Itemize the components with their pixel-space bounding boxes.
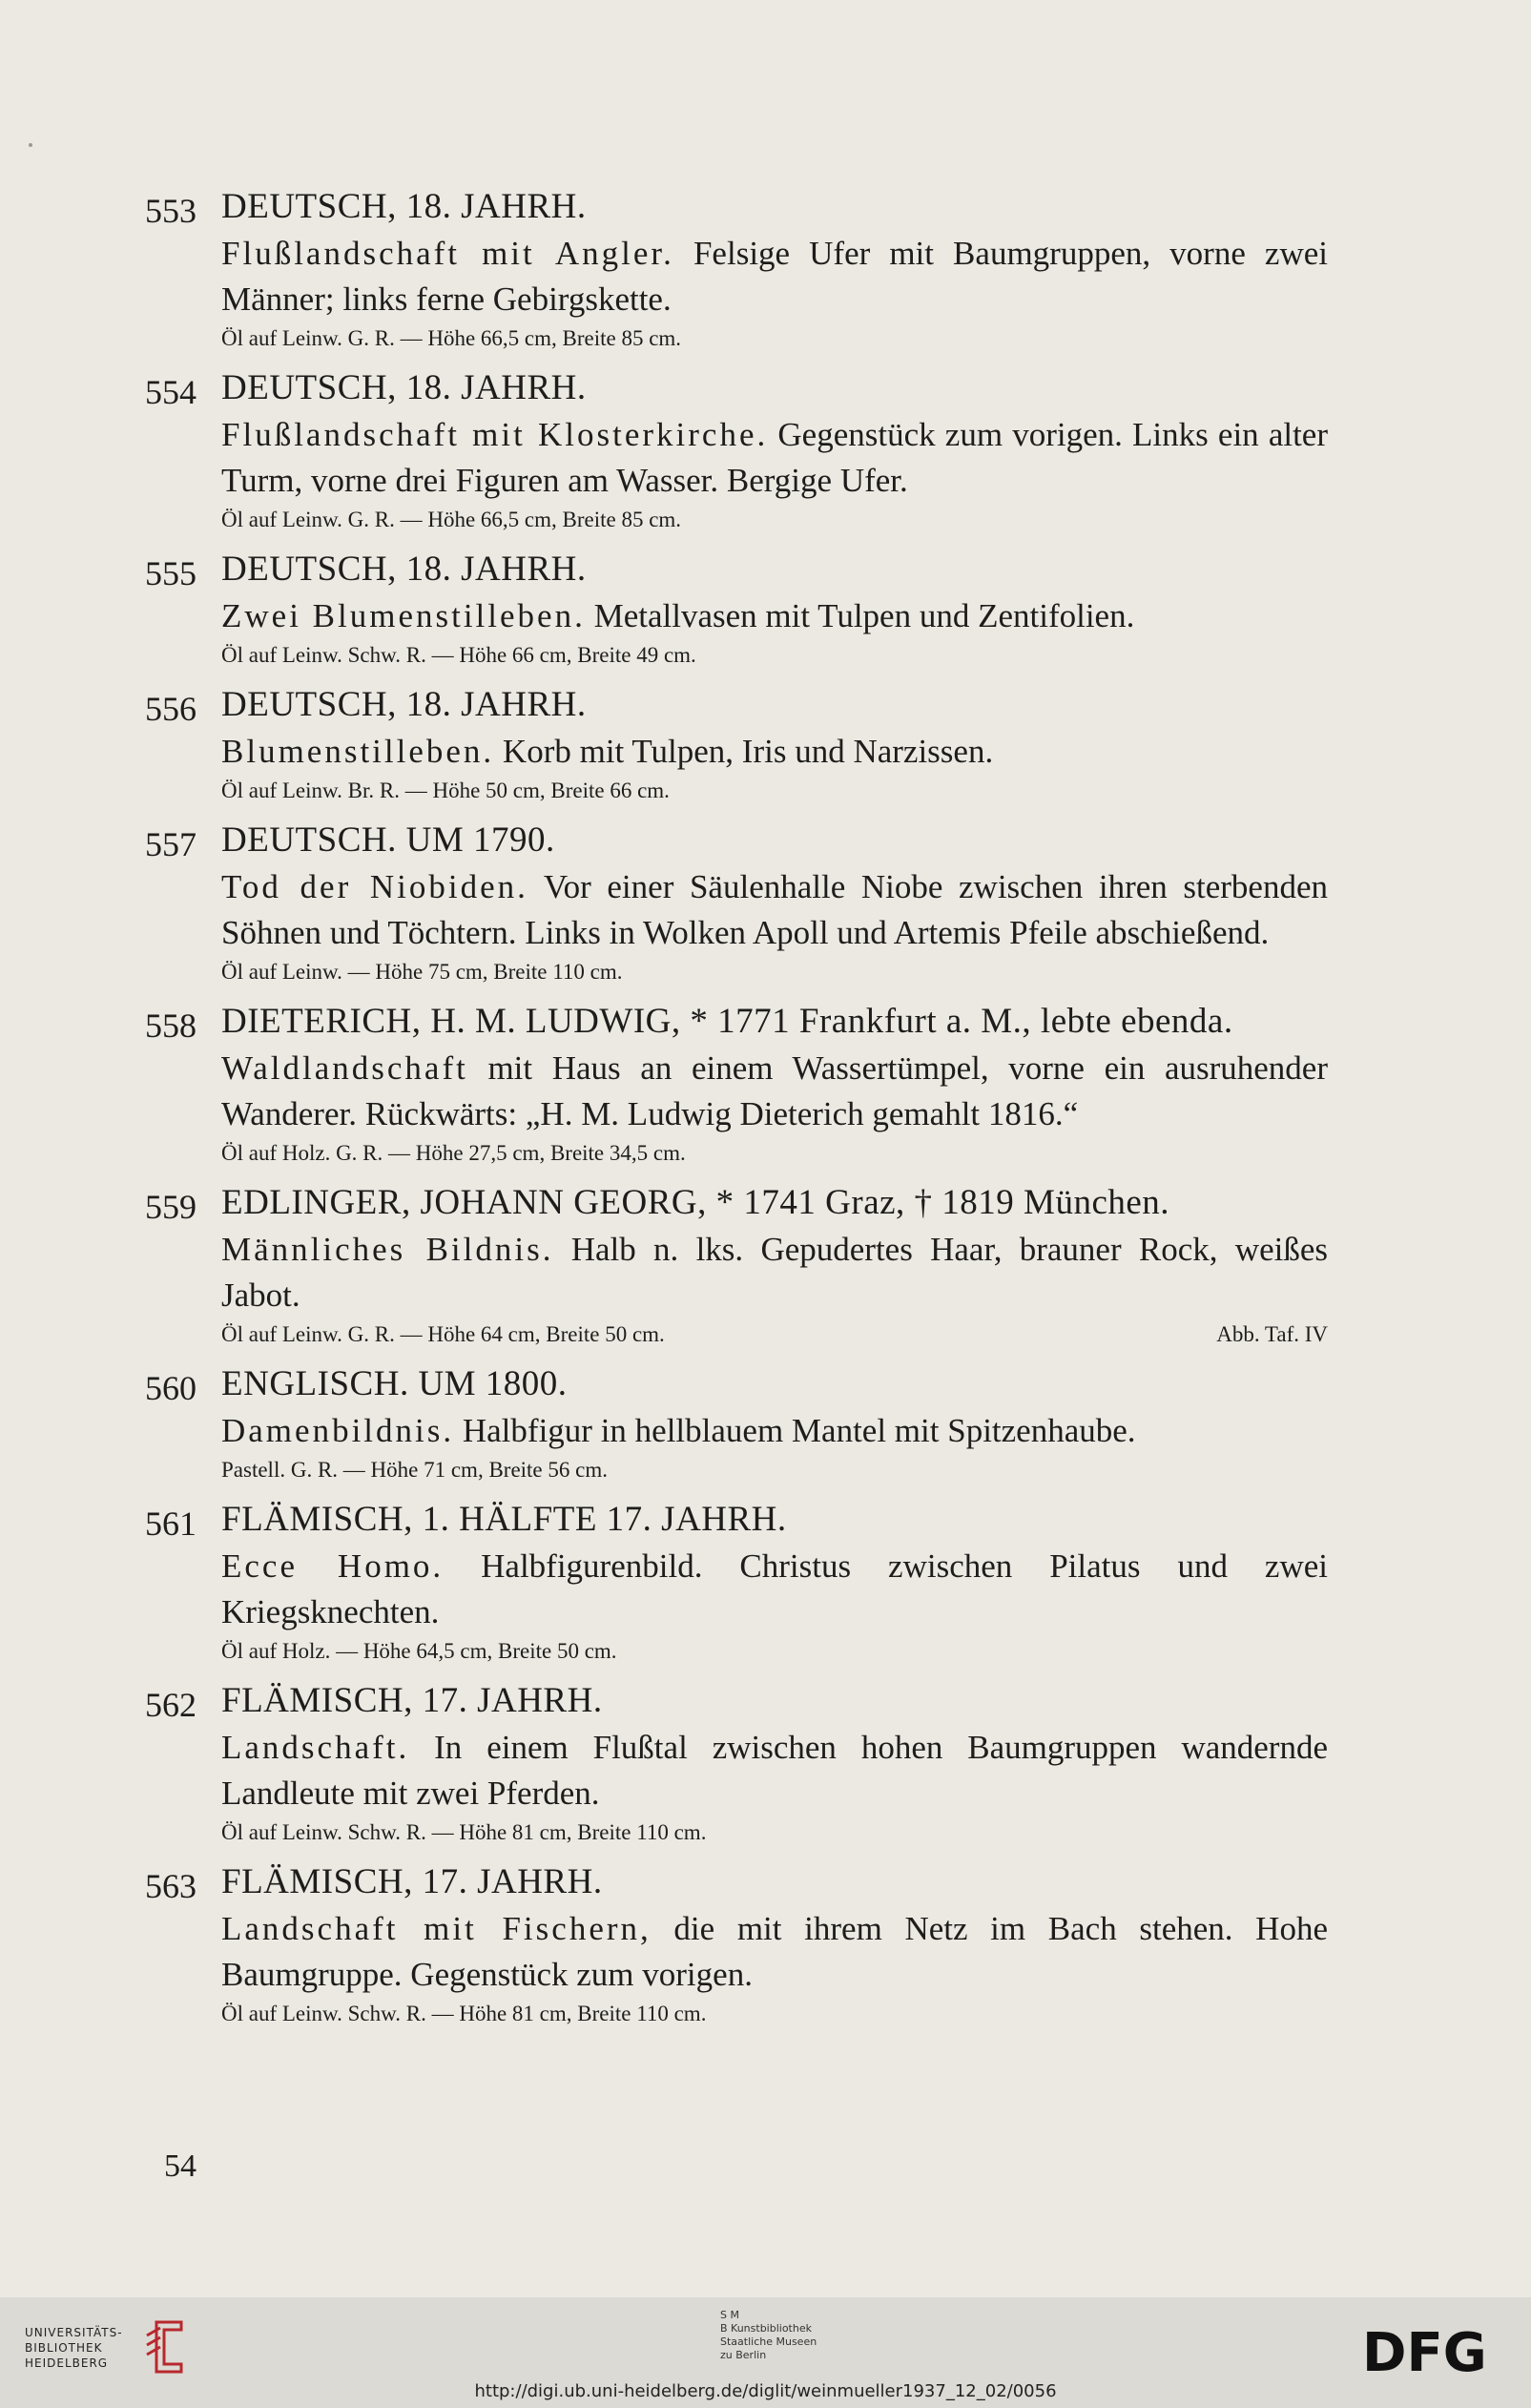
catalog-entry <box>145 1179 1328 1351</box>
lot-number: 557 <box>145 825 197 863</box>
artwork-title: Zwei Blumenstilleben. <box>221 597 586 634</box>
medium-dimensions: Öl auf Leinw. G. R. — Höhe 66,5 cm, Breite 85 cm. <box>221 508 682 531</box>
catalog-entry <box>145 998 1328 1170</box>
medium-dimensions: Öl auf Leinw. Br. R. — Höhe 50 cm, Breite 66 cm. <box>221 778 670 802</box>
medium-dimensions: Öl auf Holz. G. R. — Höhe 27,5 cm, Breite 34,5 cm. <box>221 1141 686 1165</box>
medium-dimensions: Öl auf Leinw. — Höhe 75 cm, Breite 110 cm. <box>221 960 623 984</box>
library-name-line: BIBLIOTHEK <box>25 2341 103 2355</box>
technical-details <box>221 775 1328 807</box>
medium-dimensions: Öl auf Leinw. G. R. — Höhe 66,5 cm, Breite 85 cm. <box>221 326 682 350</box>
artwork-title: Flußlandschaft mit Angler. <box>221 235 674 272</box>
catalog-entry <box>145 183 1328 355</box>
artwork-title: Landschaft. <box>221 1729 410 1766</box>
lot-number: 553 <box>145 192 197 230</box>
catalog-entry <box>145 681 1328 807</box>
artwork-description: Vor einer Säulenhalle Niobe zwischen ihren sterbenden Söhnen und Töchtern. Links in Wolken Apoll und Artemis Pfeile abschießend. <box>221 868 1328 951</box>
catalog-entry <box>145 1496 1328 1668</box>
artwork-description: Metallvasen mit Tulpen und Zentifolien. <box>585 597 1135 634</box>
artist-heading: EDLINGER, JOHANN GEORG, * 1741 Graz, † 1819 München. <box>221 1183 1170 1222</box>
artwork-description: Felsige Ufer mit Baumgruppen, vorne zwei Männer; links ferne Gebirgskette. <box>221 235 1328 318</box>
artist-heading: DEUTSCH, 18. JAHRH. <box>221 368 587 407</box>
artwork-description: Halbfigurenbild. Christus zwischen Pilatus und zwei Kriegsknechten. <box>221 1547 1328 1630</box>
medium-dimensions: Öl auf Leinw. Schw. R. — Höhe 81 cm, Breite 110 cm. <box>221 2002 707 2025</box>
lot-number: 562 <box>145 1686 197 1724</box>
artist-heading: DEUTSCH, 18. JAHRH. <box>221 550 587 589</box>
credit-line: B Kunstbibliothek <box>720 2322 812 2335</box>
lot-number: 563 <box>145 1867 197 1905</box>
entry-description <box>221 729 1328 775</box>
medium-dimensions: Öl auf Holz. — Höhe 64,5 cm, Breite 50 cm. <box>221 1639 617 1663</box>
artwork-description: Halb n. lks. Gepudertes Haar, brauner Rock, weißes Jabot. <box>221 1231 1328 1314</box>
technical-details <box>221 322 1328 355</box>
artwork-title: Waldlandschaft <box>221 1049 468 1087</box>
page-number: 54 <box>164 2149 197 2184</box>
technical-details <box>221 1454 1328 1486</box>
artwork-description: mit Haus an einem Wassertümpel, vorne ein ausruhender Wanderer. Rückwärts: „H. M. Ludwig Dieterich gemahlt 1816.“ <box>221 1049 1328 1132</box>
technical-details <box>221 639 1328 672</box>
artwork-title: Männliches Bildnis. <box>221 1231 554 1268</box>
entry-description <box>221 1227 1328 1318</box>
medium-dimensions: Öl auf Leinw. Schw. R. — Höhe 81 cm, Breite 110 cm. <box>221 1820 707 1844</box>
entry-description <box>221 1725 1328 1816</box>
source-url-link[interactable]: http://digi.ub.uni-heidelberg.de/diglit/weinmueller1937_12_02/0056 <box>474 2381 1057 2401</box>
technical-details <box>221 1635 1328 1668</box>
catalog-entry <box>145 1858 1328 2030</box>
medium-dimensions: Pastell. G. R. — Höhe 71 cm, Breite 56 cm. <box>221 1458 608 1482</box>
artwork-title: Tod der Niobiden. <box>221 868 528 905</box>
medium-dimensions: Öl auf Leinw. Schw. R. — Höhe 66 cm, Breite 49 cm. <box>221 643 696 667</box>
kunstbibliothek-credit <box>720 2309 817 2362</box>
artist-heading: ENGLISCH. UM 1800. <box>221 1364 568 1403</box>
library-name-line: HEIDELBERG <box>25 2356 109 2370</box>
lot-number: 559 <box>145 1188 197 1226</box>
catalog-entry <box>145 1677 1328 1849</box>
artwork-title: Damenbildnis. <box>221 1412 455 1449</box>
technical-details <box>221 956 1328 988</box>
credit-line: S M <box>720 2309 739 2321</box>
artist-heading: FLÄMISCH, 1. HÄLFTE 17. JAHRH. <box>221 1500 787 1539</box>
lot-number: 558 <box>145 1007 197 1045</box>
artwork-description: Halbfigur in hellblauem Mantel mit Spitzenhaube. <box>454 1412 1136 1449</box>
dfg-logo-text: DFG <box>1362 2323 1487 2377</box>
artwork-title: Ecce Homo. <box>221 1547 445 1585</box>
artist-heading: DEUTSCH, 18. JAHRH. <box>221 685 587 724</box>
technical-details <box>221 1137 1328 1170</box>
lot-number: 560 <box>145 1369 197 1407</box>
lot-number: 556 <box>145 690 197 728</box>
entry-description <box>221 1544 1328 1635</box>
library-name <box>25 2325 123 2371</box>
catalog-entries <box>145 183 1328 2040</box>
lot-number: 554 <box>145 373 197 411</box>
artwork-description: In einem Flußtal zwischen hohen Baumgruppen wandernde Landleute mit zwei Pferden. <box>221 1729 1328 1812</box>
entry-description <box>221 864 1328 956</box>
plate-reference: Abb. Taf. IV <box>1216 1322 1328 1346</box>
artwork-title: Blumenstilleben. <box>221 733 495 770</box>
artwork-title: Flußlandschaft mit Klosterkirche. <box>221 416 769 453</box>
credit-line: zu Berlin <box>720 2349 767 2361</box>
artwork-description: Gegenstück zum vorigen. Links ein alter Turm, vorne drei Figuren am Wasser. Bergige Ufer. <box>221 416 1328 499</box>
technical-details <box>221 1998 1328 2030</box>
artist-heading: FLÄMISCH, 17. JAHRH. <box>221 1681 603 1720</box>
lot-number: 561 <box>145 1505 197 1543</box>
entry-description <box>221 1906 1328 1998</box>
medium-dimensions: Öl auf Leinw. G. R. — Höhe 64 cm, Breite 50 cm. <box>221 1322 665 1346</box>
entry-description <box>221 1046 1328 1137</box>
artist-heading: FLÄMISCH, 17. JAHRH. <box>221 1862 603 1901</box>
artist-heading: DEUTSCH, 18. JAHRH. <box>221 187 587 226</box>
technical-details <box>221 504 1328 536</box>
library-name-line: UNIVERSITÄTS- <box>25 2326 123 2339</box>
artwork-description: Korb mit Tulpen, Iris und Narzissen. <box>494 733 994 770</box>
page-speck <box>29 143 32 147</box>
entry-description <box>221 231 1328 322</box>
catalog-entry <box>145 364 1328 536</box>
technical-details <box>221 1816 1328 1849</box>
technical-details <box>221 1318 1328 1351</box>
entry-description <box>221 412 1328 504</box>
entry-description <box>221 593 1328 639</box>
library-logo-icon <box>143 2316 185 2377</box>
dfg-logo <box>1362 2323 1505 2377</box>
artist-heading: DEUTSCH. UM 1790. <box>221 820 555 860</box>
artist-heading: DIETERICH, H. M. LUDWIG, * 1771 Frankfurt a. M., lebte ebenda. <box>221 1002 1233 1041</box>
catalog-entry <box>145 817 1328 988</box>
lot-number: 555 <box>145 554 197 592</box>
catalog-entry <box>145 1360 1328 1486</box>
artwork-description: die mit ihrem Netz im Bach stehen. Hohe Baumgruppe. Gegenstück zum vorigen. <box>221 1910 1328 1993</box>
credit-line: Staatliche Museen <box>720 2335 817 2348</box>
artwork-title: Landschaft mit Fischern, <box>221 1910 652 1947</box>
catalog-entry <box>145 546 1328 672</box>
entry-description <box>221 1408 1328 1454</box>
